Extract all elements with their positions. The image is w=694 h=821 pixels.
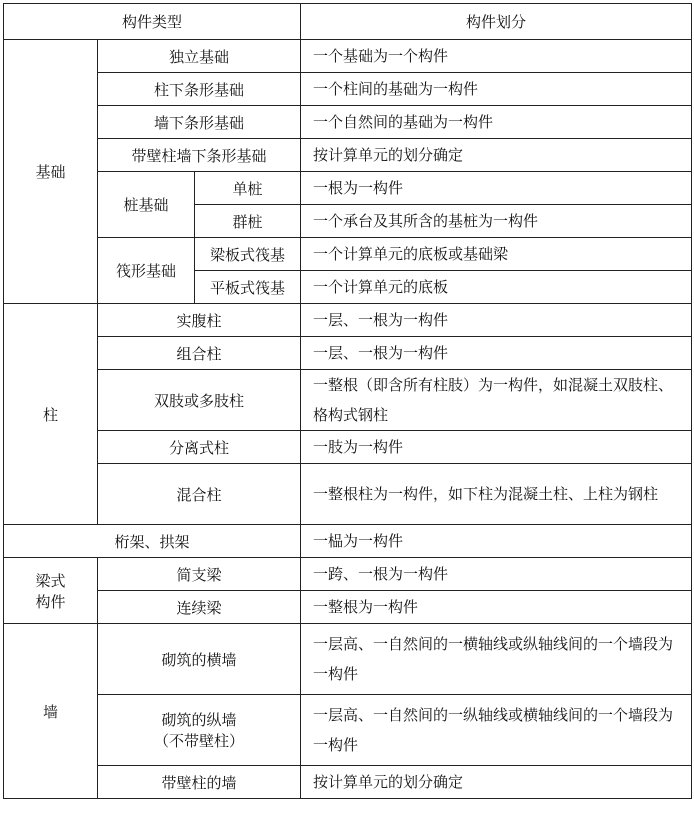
table-row — [4, 766, 692, 799]
division-pilaster-wall-strip-foundation: 按计算单元的划分确定 — [301, 139, 692, 172]
division-multi-limb-column: 一整根（即含所有柱肢）为一构件，如混凝土双肢柱、格构式钢柱 — [301, 370, 692, 431]
table-row — [4, 73, 692, 106]
division-single-pile: 一根为一构件 — [301, 172, 692, 205]
division-continuous-beam: 一整根为一构件 — [301, 591, 692, 624]
type-composite-column: 组合柱 — [98, 337, 301, 370]
division-composite-column: 一层、一根为一构件 — [301, 337, 692, 370]
type-solid-web-column: 实腹柱 — [98, 304, 301, 337]
type-flat-slab-raft: 平板式筏基 — [195, 271, 301, 304]
table-row — [4, 525, 692, 558]
table-row — [4, 695, 692, 766]
type-truss-arch: 桁架、拱架 — [4, 525, 301, 558]
type-separated-column: 分离式柱 — [98, 431, 301, 464]
category-beam-line1: 梁式 — [35, 571, 66, 590]
table-row — [4, 238, 692, 271]
type-group-pile: 群桩 — [195, 205, 301, 238]
division-simple-beam: 一跨、一根为一构件 — [301, 558, 692, 591]
category-wall: 墙 — [4, 624, 98, 799]
category-foundation: 基础 — [4, 40, 98, 304]
division-group-pile: 一个承台及其所含的基桩为一构件 — [301, 205, 692, 238]
division-truss-arch: 一榀为一构件 — [301, 525, 692, 558]
division-beam-slab-raft: 一个计算单元的底板或基础梁 — [301, 238, 692, 271]
division-column-strip-foundation: 一个柱间的基础为一构件 — [301, 73, 692, 106]
category-beam-line2: 构件 — [35, 592, 66, 611]
division-isolated-foundation: 一个基础为一个构件 — [301, 40, 692, 73]
table-row — [4, 106, 692, 139]
division-pilaster-wall: 按计算单元的划分确定 — [301, 766, 692, 799]
table-row — [4, 591, 692, 624]
type-isolated-foundation: 独立基础 — [98, 40, 301, 73]
type-multi-limb-column: 双肢或多肢柱 — [98, 370, 301, 431]
table-header-row — [4, 4, 692, 40]
type-continuous-beam: 连续梁 — [98, 591, 301, 624]
type-beam-slab-raft: 梁板式筏基 — [195, 238, 301, 271]
division-solid-web-column: 一层、一根为一构件 — [301, 304, 692, 337]
table-row — [4, 370, 692, 431]
header-component-division: 构件划分 — [301, 4, 692, 40]
component-division-table — [3, 3, 692, 799]
division-longitudinal-wall: 一层高、一自然间的一纵轴线或横轴线间的一个墙段为一构件 — [301, 695, 692, 766]
table-row — [4, 337, 692, 370]
division-transverse-wall: 一层高、一自然间的一横轴线或纵轴线间的一个墙段为一构件 — [301, 624, 692, 695]
type-mixed-column: 混合柱 — [98, 464, 301, 525]
table-row — [4, 464, 692, 525]
type-simple-beam: 简支梁 — [98, 558, 301, 591]
type-pilaster-wall: 带壁柱的墙 — [98, 766, 301, 799]
type-transverse-wall: 砌筑的横墙 — [98, 624, 301, 695]
category-column: 柱 — [4, 304, 98, 525]
type-single-pile: 单桩 — [195, 172, 301, 205]
table-row — [4, 139, 692, 172]
type-column-strip-foundation: 柱下条形基础 — [98, 73, 301, 106]
division-mixed-column: 一整根柱为一构件，如下柱为混凝土柱、上柱为钢柱 — [301, 464, 692, 525]
type-pilaster-wall-strip-foundation: 带壁柱墙下条形基础 — [98, 139, 301, 172]
table-row — [4, 624, 692, 695]
division-wall-strip-foundation: 一个自然间的基础为一构件 — [301, 106, 692, 139]
table-row — [4, 172, 692, 205]
table-row — [4, 431, 692, 464]
header-component-type: 构件类型 — [4, 4, 301, 40]
category-beam — [4, 558, 98, 624]
type-longitudinal-wall-line2: （不带壁柱） — [154, 732, 245, 750]
type-wall-strip-foundation: 墙下条形基础 — [98, 106, 301, 139]
table-row — [4, 40, 692, 73]
table-row — [4, 304, 692, 337]
division-flat-slab-raft: 一个计算单元的底板 — [301, 271, 692, 304]
type-longitudinal-wall-line1: 砌筑的纵墙 — [161, 711, 237, 729]
type-raft-foundation: 筏形基础 — [98, 238, 195, 304]
table-row — [4, 558, 692, 591]
type-pile-foundation: 桩基础 — [98, 172, 195, 238]
division-separated-column: 一肢为一构件 — [301, 431, 692, 464]
type-longitudinal-wall — [98, 695, 301, 766]
